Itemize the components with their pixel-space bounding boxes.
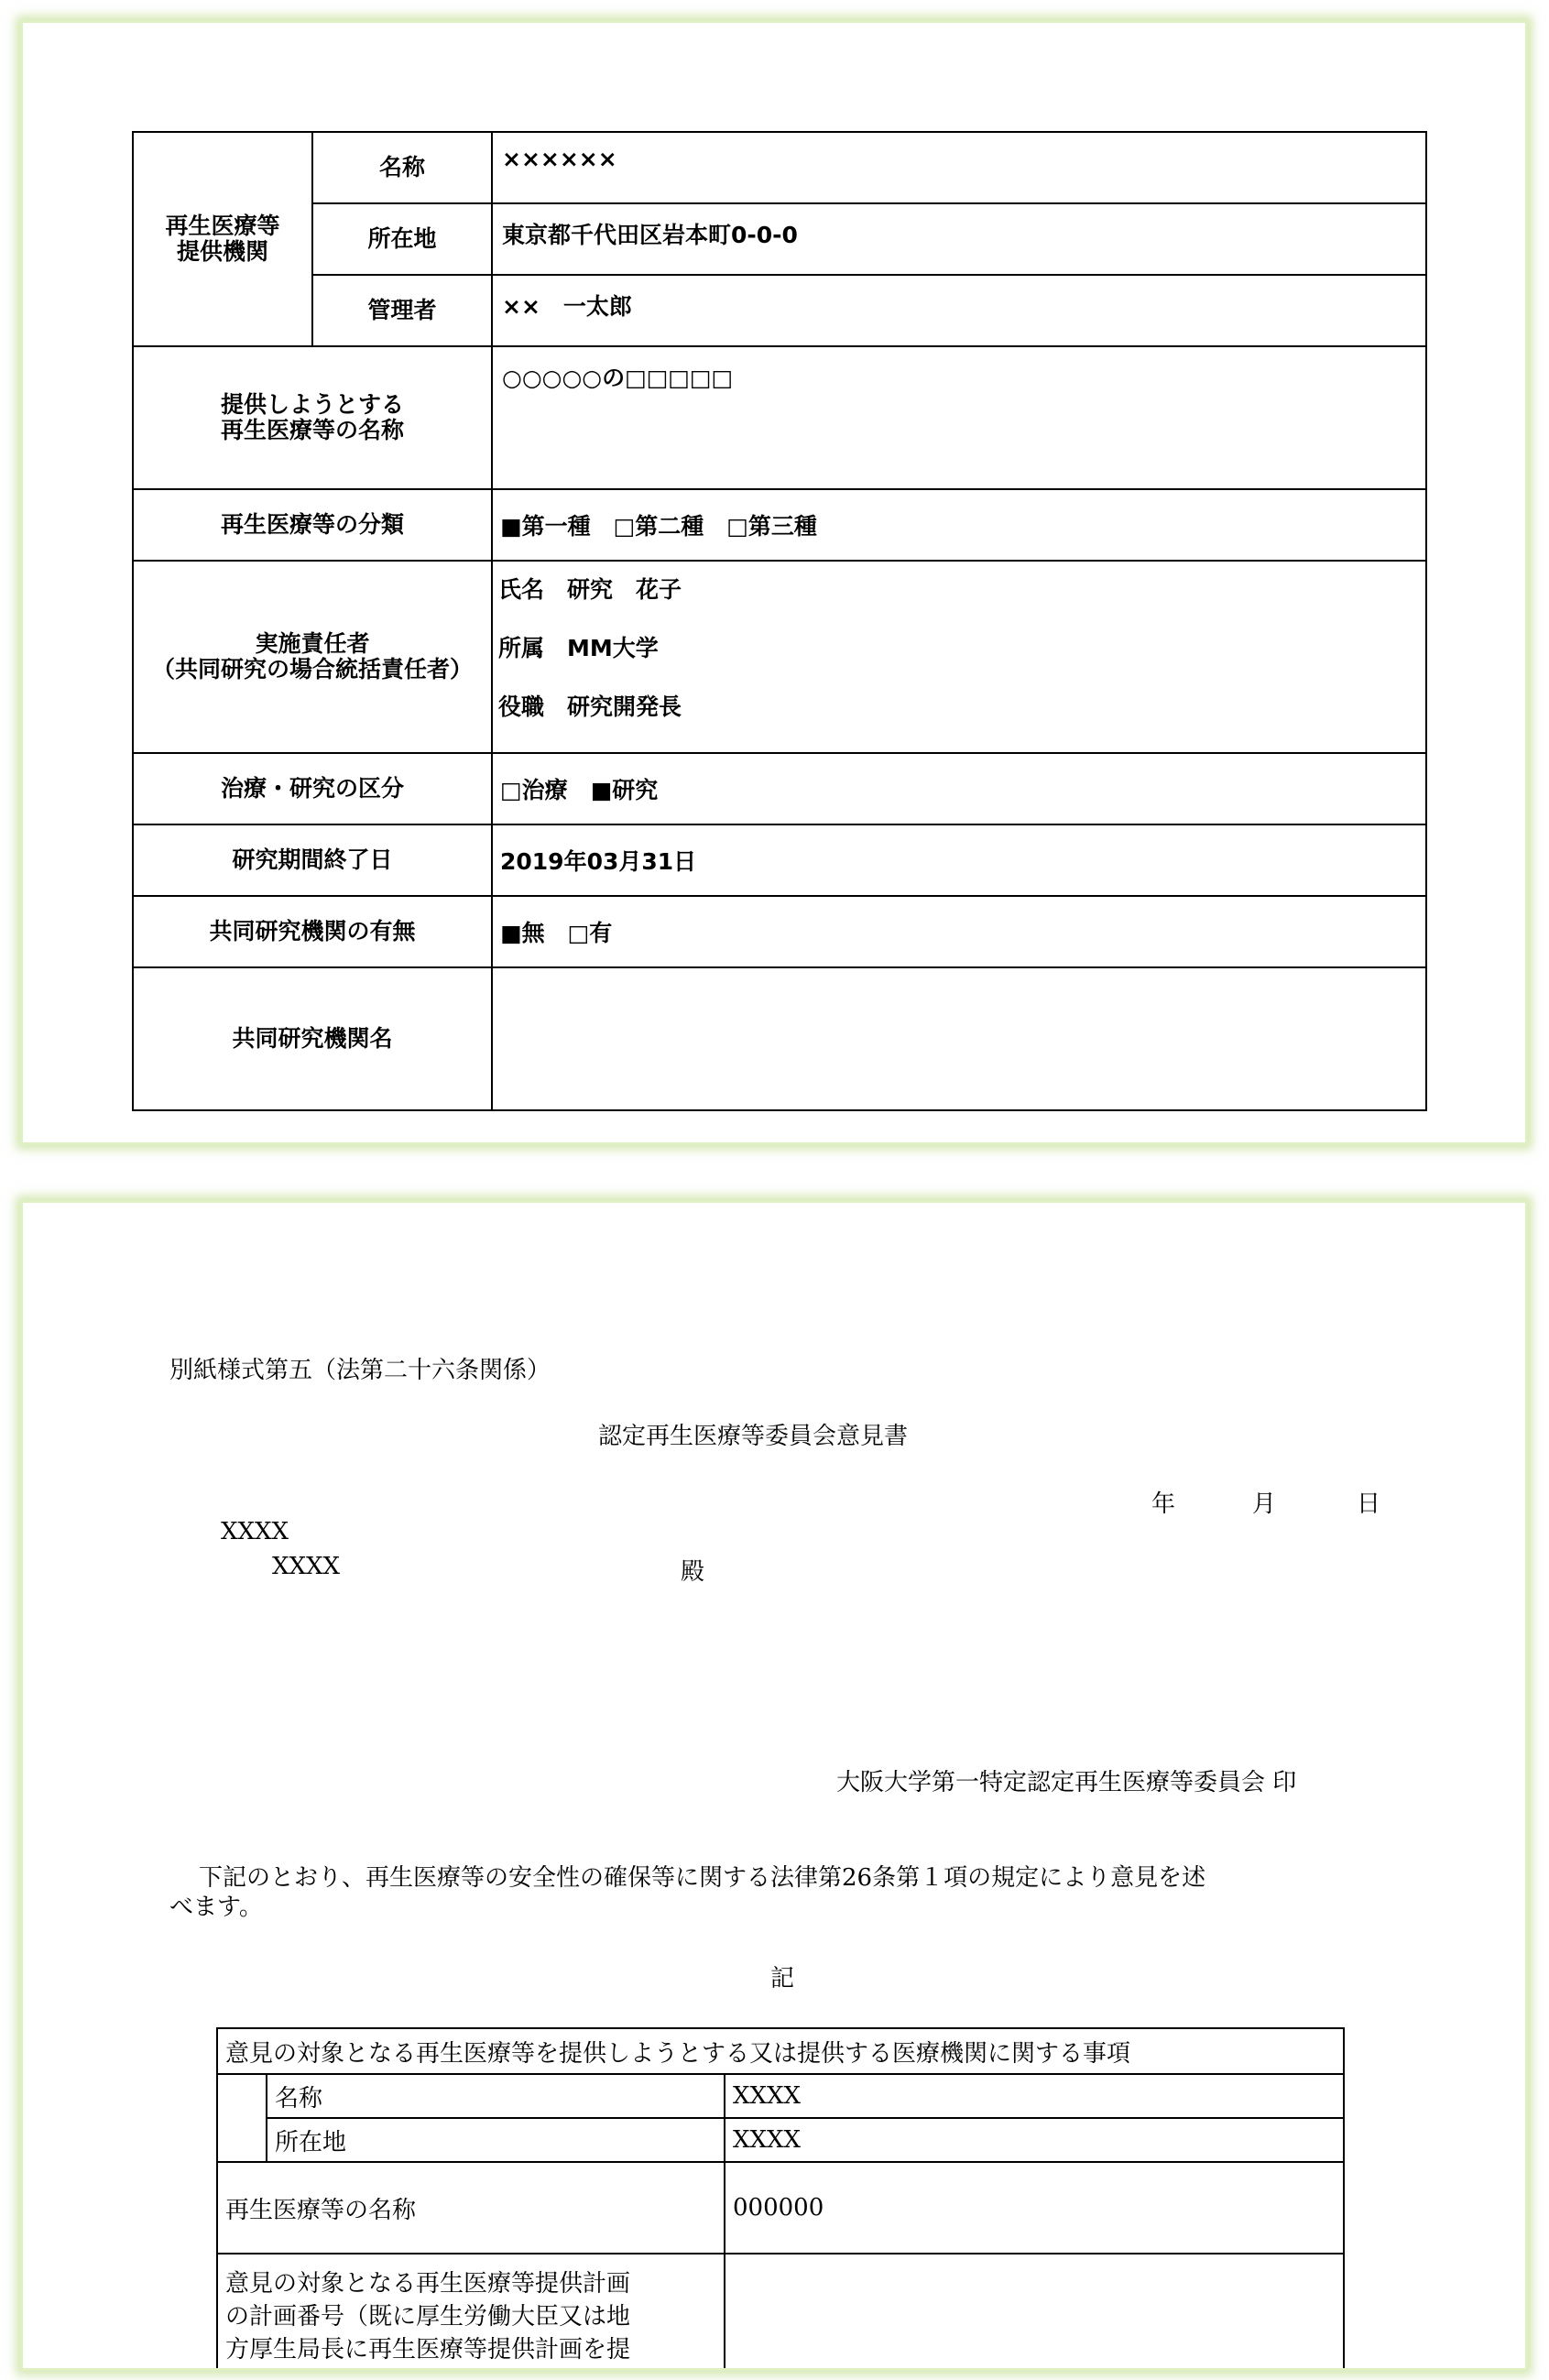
body-text-line-2: べます。 <box>169 1894 263 1921</box>
plan-summary-table <box>132 131 1427 1111</box>
therapy-name-label: 再生医療等の名称 <box>217 2162 725 2254</box>
manager-value: ×× 一太郎 <box>492 275 1426 346</box>
therapy-name-label-line: 提供しようとする <box>220 391 404 418</box>
honorific: 殿 <box>681 1558 705 1586</box>
joint-institution-value <box>492 967 1426 1110</box>
document-page-2 <box>20 1200 1528 2371</box>
joint-research-value: ■無 □有 <box>492 896 1426 967</box>
plan-number-value <box>725 2254 1344 2371</box>
institution-name-value: XXXX <box>725 2074 1344 2118</box>
responsible-label-line: 実施責任者 <box>255 630 370 657</box>
provider-label-cell <box>133 132 312 346</box>
location-label: 所在地 <box>312 203 492 275</box>
plan-number-label-line-2: の計画番号（既に厚生労働大臣又は地 <box>225 2303 631 2331</box>
date-day: 日 <box>1357 1490 1381 1518</box>
responsible-label-line: （共同研究の場合統括責任者） <box>151 656 473 682</box>
category-value: □治療 ■研究 <box>492 753 1426 824</box>
therapy-name-label-line: 再生医療等の名称 <box>220 417 404 443</box>
therapy-name-label-cell <box>133 346 492 489</box>
joint-research-label: 共同研究機関の有無 <box>133 896 492 967</box>
addressee-line-1: XXXX <box>221 1518 289 1545</box>
therapy-name-value: 000000 <box>725 2162 1344 2254</box>
date-year: 年 <box>1151 1490 1176 1518</box>
category-label: 治療・研究の区分 <box>133 753 492 824</box>
manager-label: 管理者 <box>312 275 492 346</box>
opinion-table <box>216 2027 1345 2371</box>
location-value: 東京都千代田区岩本町0-0-0 <box>492 203 1426 275</box>
name-value: ×××××× <box>492 132 1426 203</box>
institution-name-label: 名称 <box>267 2074 725 2118</box>
body-text-line-1: 下記のとおり、再生医療等の安全性の確保等に関する法律第26条第１項の規定により意見を述 <box>199 1864 1206 1892</box>
addressee-line-2: XXXX <box>272 1553 341 1580</box>
plan-number-label <box>217 2254 725 2371</box>
responsible-position: 役職 研究開発長 <box>498 693 682 720</box>
responsible-name: 氏名 研究 花子 <box>498 576 682 603</box>
document-page-1 <box>20 20 1528 1145</box>
joint-institution-label: 共同研究機関名 <box>133 967 492 1110</box>
name-label: 名称 <box>312 132 492 203</box>
provider-label-line: 再生医療等 <box>165 213 280 239</box>
indent-cell <box>217 2118 267 2162</box>
ki-marker: 記 <box>770 1965 795 1992</box>
document-title: 認定再生医療等委員会意見書 <box>598 1423 909 1450</box>
classification-label: 再生医療等の分類 <box>133 489 492 561</box>
provider-label-line: 提供機関 <box>176 238 268 265</box>
plan-number-label-line-1: 意見の対象となる再生医療等提供計画 <box>225 2270 631 2298</box>
classification-value: ■第一種 □第二種 □第三種 <box>492 489 1426 561</box>
plan-number-label-line-3: 方厚生局長に再生医療等提供計画を提 <box>225 2336 631 2364</box>
end-date-value: 2019年03月31日 <box>492 824 1426 896</box>
committee-name: 大阪大学第一特定認定再生医療等委員会 印 <box>836 1769 1297 1796</box>
institution-location-label: 所在地 <box>267 2118 725 2162</box>
end-date-label: 研究期間終了日 <box>133 824 492 896</box>
indent-cell <box>217 2074 267 2118</box>
institution-location-value: XXXX <box>725 2118 1344 2162</box>
responsible-values <box>492 561 1426 753</box>
responsible-affiliation: 所属 MM大学 <box>498 635 659 661</box>
therapy-name-value: ○○○○○の□□□□□ <box>492 346 1426 489</box>
form-number: 別紙様式第五（法第二十六条関係） <box>169 1357 551 1384</box>
table-header: 意見の対象となる再生医療等を提供しようとする又は提供する医療機関に関する事項 <box>217 2028 1344 2074</box>
date-month: 月 <box>1252 1490 1277 1518</box>
responsible-label-cell <box>133 561 492 753</box>
